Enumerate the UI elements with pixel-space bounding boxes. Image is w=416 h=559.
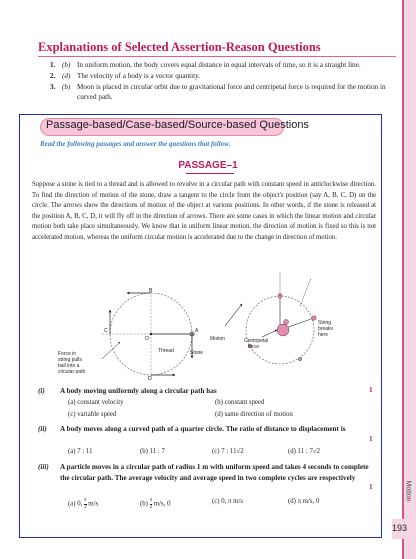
label-thread: Thread [158,348,174,354]
label-force-3: ball into a [58,363,80,369]
stone-circle-figure [58,288,203,381]
side-margin-bar [404,0,416,559]
hammer-throw-figure [210,272,334,364]
circular-motion-diagram [30,266,380,381]
question-3 [38,462,378,483]
option-b: (b) 11 : 7 [140,448,165,455]
label-stone: Stone [190,350,204,356]
passage-heading-rule [186,173,234,174]
option-b: (b) constant speed [215,399,265,406]
explanation-number: 2. [50,72,56,80]
label-force-1: Force in [58,351,77,357]
label-force-2: string pulls [58,357,82,363]
option-b-unit: m/s, 0 [153,500,171,508]
explanations-rule [38,56,396,57]
label-a: A [195,328,199,334]
explanation-item [50,71,390,81]
option-a-label: (a) 0, [68,500,83,508]
section-instruction: Read the following passages and answer the questions that follow. [40,140,231,148]
passage-heading: PASSAGE–1 [178,160,238,171]
explanations-title: Explanations of Selected Assertion-Reason Questions [38,40,321,54]
label-centripetal-1: Centripetal [244,338,269,344]
question-text: A body moving uniformly along a circular path has [60,387,217,395]
explanation-answer: (d) [62,72,71,80]
explanation-text: In uniform motion, the body covers equal distance in equal intervals of time, so it is a straight line. [77,61,361,69]
question-1 [38,386,378,397]
question-number: (iii) [38,463,49,471]
pi-over-two-fraction: $\frac{\pi}{2}$ [149,498,153,510]
option-a [68,498,98,510]
explanation-item [50,82,390,102]
explanation-text: The velocity of a body is a vector quantity. [77,72,201,80]
question-text: A body moves along a curved path of a quarter circle. The ratio of distance to displacement is [60,425,346,433]
explanation-answer: (b) [62,61,71,69]
label-centripetal-2: force [248,344,260,350]
option-a: (a) 7 : 11 [68,448,93,455]
option-d: (d) same direction of motion [215,411,293,418]
option-a-unit: m/s [88,500,99,508]
option-c: (c) 7 : 11√2 [212,448,244,455]
explanation-answer: (b) [62,83,71,91]
label-b: B [149,288,153,294]
question-mark: 1 [369,435,373,443]
label-motion: Motion [210,336,226,342]
explanations-list [50,60,390,103]
option-b-label: (b) [140,500,148,508]
option-b [140,498,171,510]
label-breaks-3: here [318,332,329,338]
question-2 [38,424,378,435]
explanation-number: 3. [50,83,56,91]
option-d: (d) 11 : 7√2 [288,448,320,455]
label-breaks-1: String [318,320,332,326]
section-heading: Passage-based/Case-based/Source-based Questions [46,119,309,131]
side-margin-line [402,0,404,559]
pi-over-two-fraction: $\frac{\pi}{2}$ [84,498,87,510]
question-number: (i) [38,387,45,395]
option-d: (d) π m/s, 0 [288,498,320,505]
page-number: 193 [392,523,408,533]
option-a: (a) constant velocity [68,399,124,406]
label-force-4: circular path [58,369,86,375]
option-c: (c) variable speed [68,411,117,418]
question-mark: 1 [369,386,373,394]
chapter-side-label: Motion [404,480,412,502]
question-mark: 1 [369,483,373,491]
explanation-text: Moon is placed in circular orbit due to gravitational force and centripetal force is required for the motion in curved path. [77,83,386,101]
label-o: O [145,336,149,342]
option-c: (c) 0, π m/s [212,498,243,505]
label-d: D [148,376,152,381]
explanation-item [50,60,390,70]
question-text: A particle moves in a circular path of radius 1 m with uniform speed and takes 4 seconds to complete the circular path. The average velocity and average speed in two complete cycles are respectively [60,463,369,482]
explanation-number: 1. [50,61,56,69]
label-c: C [104,328,108,334]
label-breaks-2: breaks [318,326,334,332]
question-number: (ii) [38,425,47,433]
passage-text: Suppose a stone is tied to a thread and is allowed to revolve in a circular path with constant speed in anticlockwise direction. To find the direction of motion of the stone, draw a tangent to the circle from the object's position (say A, B, C, D) on the circle. The arrows show the directions of motion of the object at various positions. In other words, if the stone is released at the position A, B, C, D, it will fly off in the direction of arrows. There are some cases in which the linear motion and circular motion both take place simultaneously. We know that in uniform linear motion, the direction of motion is fixed so this is not accelerated motion, whereas the uniform circular motion is accelerated due to the change in direction of motion. [32,181,376,241]
